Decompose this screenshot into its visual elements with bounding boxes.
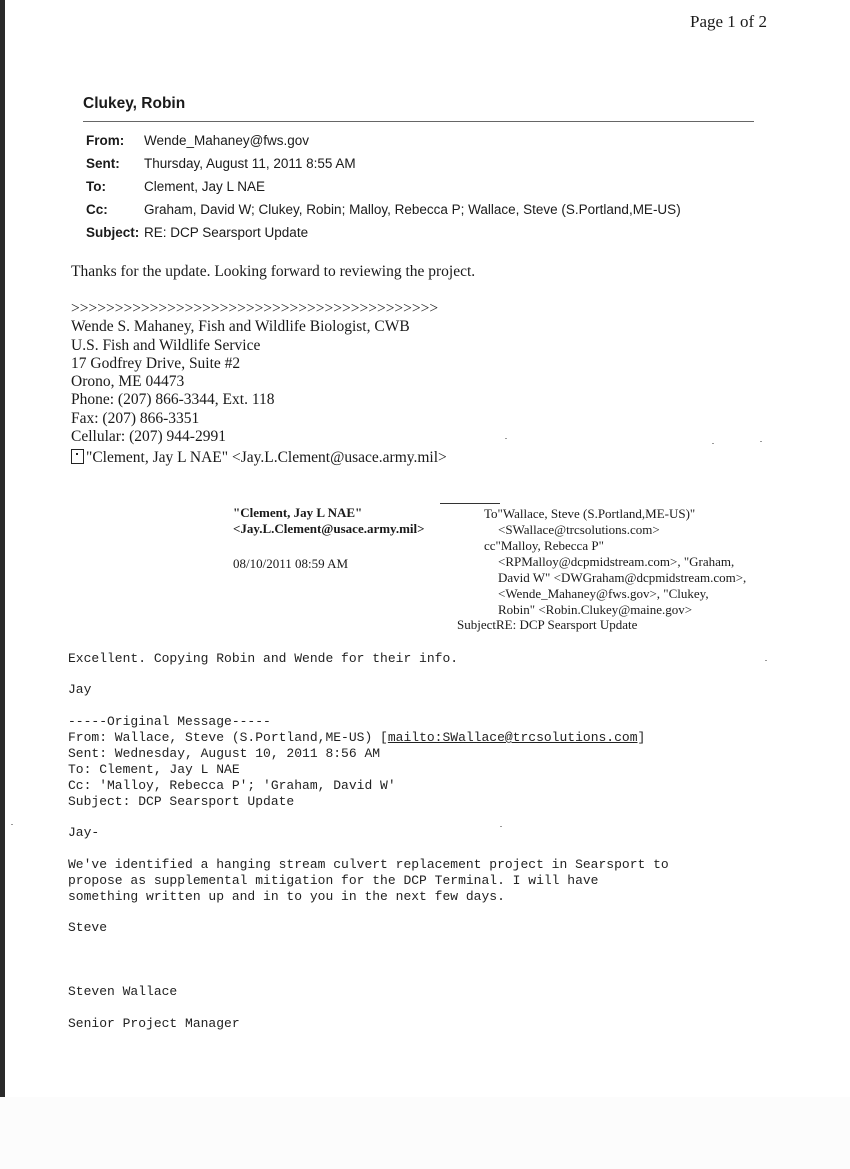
mailbox-owner: Clukey, Robin (83, 95, 186, 112)
original-from-text: From: Wallace, Steve (S.Portland,ME-US) [ (68, 730, 388, 745)
from-value: Wende_Mahaney@fws.gov (144, 133, 310, 148)
original-message-header: -----Original Message----- (68, 714, 271, 729)
from-label: From: (86, 133, 125, 148)
quoted-to-email: <SWallace@trcsolutions.com> (498, 522, 660, 537)
quoted-divider (440, 503, 500, 504)
quoted-cc-line (484, 538, 604, 554)
quoted-cc-value: "Malloy, Rebecca P" (495, 538, 604, 553)
original-from-line (68, 730, 645, 746)
signature-line: Phone: (207) 866-3344, Ext. 118 (71, 391, 275, 409)
forwarded-from-text: "Clement, Jay L NAE" <Jay.L.Clement@usace.army.mil> (86, 449, 447, 466)
sender-title: Senior Project Manager (68, 1016, 240, 1031)
scan-speck (505, 438, 507, 439)
original-subject-line: Subject: DCP Searsport Update (68, 794, 295, 809)
body-line: Excellent. Copying Robin and Wende for their info. (68, 651, 459, 666)
quoted-to-value: "Wallace, Steve (S.Portland,ME-US)" (497, 506, 696, 521)
forwarded-from-line (71, 449, 447, 467)
signature-line: Wende S. Mahaney, Fish and Wildlife Biologist, CWB (71, 318, 410, 336)
signature-block (71, 300, 438, 446)
body-greeting: Jay- (68, 825, 100, 840)
scan-speck (760, 441, 762, 442)
mailto-link[interactable]: mailto:SWallace@trcsolutions.com (387, 730, 638, 745)
body-line: Jay (68, 682, 92, 697)
signature-line: Orono, ME 04473 (71, 373, 185, 391)
body-paragraph-line: propose as supplemental mitigation for the DCP Terminal. I will have (68, 873, 599, 888)
signature-line: 17 Godfrey Drive, Suite #2 (71, 354, 241, 372)
scan-edge (0, 0, 5, 1097)
subject-value: RE: DCP Searsport Update (144, 225, 309, 240)
signature-line: U.S. Fish and Wildlife Service (71, 336, 261, 354)
quoted-to-label: To (484, 506, 498, 521)
quoted-cc-line-4: <Wende_Mahaney@fws.gov>, "Clukey, (498, 586, 709, 601)
signature-separator: >>>>>>>>>>>>>>>>>>>>>>>>>>>>>>>>>>>>>>>>>> (71, 300, 439, 317)
quoted-cc-line-3: David W" <DWGraham@dcpmidstream.com>, (498, 570, 747, 585)
signature-line: Cellular: (207) 944-2991 (71, 428, 226, 446)
scan-speck (500, 826, 502, 827)
quoted-cc-label: cc (484, 538, 496, 553)
quoted-subject-line (457, 617, 637, 633)
cc-value: Graham, David W; Clukey, Robin; Malloy, Rebecca P; Wallace, Steve (S.Portland,ME-US) (144, 202, 681, 217)
original-sent-line: Sent: Wednesday, August 10, 2011 8:56 AM (68, 746, 381, 761)
sent-value: Thursday, August 11, 2011 8:55 AM (144, 156, 356, 171)
quoted-sender-name: "Clement, Jay L NAE" (233, 505, 363, 520)
scan-speck (11, 824, 13, 825)
original-from-close: ] (637, 730, 646, 745)
subject-label: Subject: (86, 225, 140, 240)
sent-label: Sent: (86, 156, 120, 171)
scan-speck (765, 660, 767, 661)
quoted-sender-email: <Jay.L.Clement@usace.army.mil> (233, 521, 425, 536)
quoted-to-line (484, 506, 695, 522)
original-cc-line: Cc: 'Malloy, Rebecca P'; 'Graham, David W' (68, 778, 396, 793)
quoted-cc-line-5: Robin" <Robin.Clukey@maine.gov> (498, 602, 693, 617)
scan-bottom-band (0, 1097, 850, 1169)
checkbox-icon (71, 449, 84, 464)
quoted-subject-value: RE: DCP Searsport Update (496, 617, 638, 632)
cc-label: Cc: (86, 202, 108, 217)
sender-name: Steven Wallace (68, 984, 178, 999)
reply-text: Thanks for the update. Looking forward to reviewing the project. (71, 263, 476, 280)
original-to-line: To: Clement, Jay L NAE (68, 762, 240, 777)
page-number: Page 1 of 2 (690, 12, 767, 31)
quoted-cc-line-2: <RPMalloy@dcpmidstream.com>, "Graham, (498, 554, 735, 569)
body-paragraph-line: something written up and in to you in the next few days. (68, 889, 505, 904)
body-signoff: Steve (68, 920, 108, 935)
signature-line: Fax: (207) 866-3351 (71, 409, 200, 427)
header-divider (83, 121, 754, 122)
scan-speck (712, 443, 714, 444)
quoted-date: 08/10/2011 08:59 AM (233, 556, 349, 571)
to-label: To: (86, 179, 106, 194)
body-paragraph-line: We've identified a hanging stream culvert replacement project in Searsport to (68, 857, 669, 872)
to-value: Clement, Jay L NAE (144, 179, 266, 194)
quoted-subject-label: Subject (457, 617, 496, 632)
